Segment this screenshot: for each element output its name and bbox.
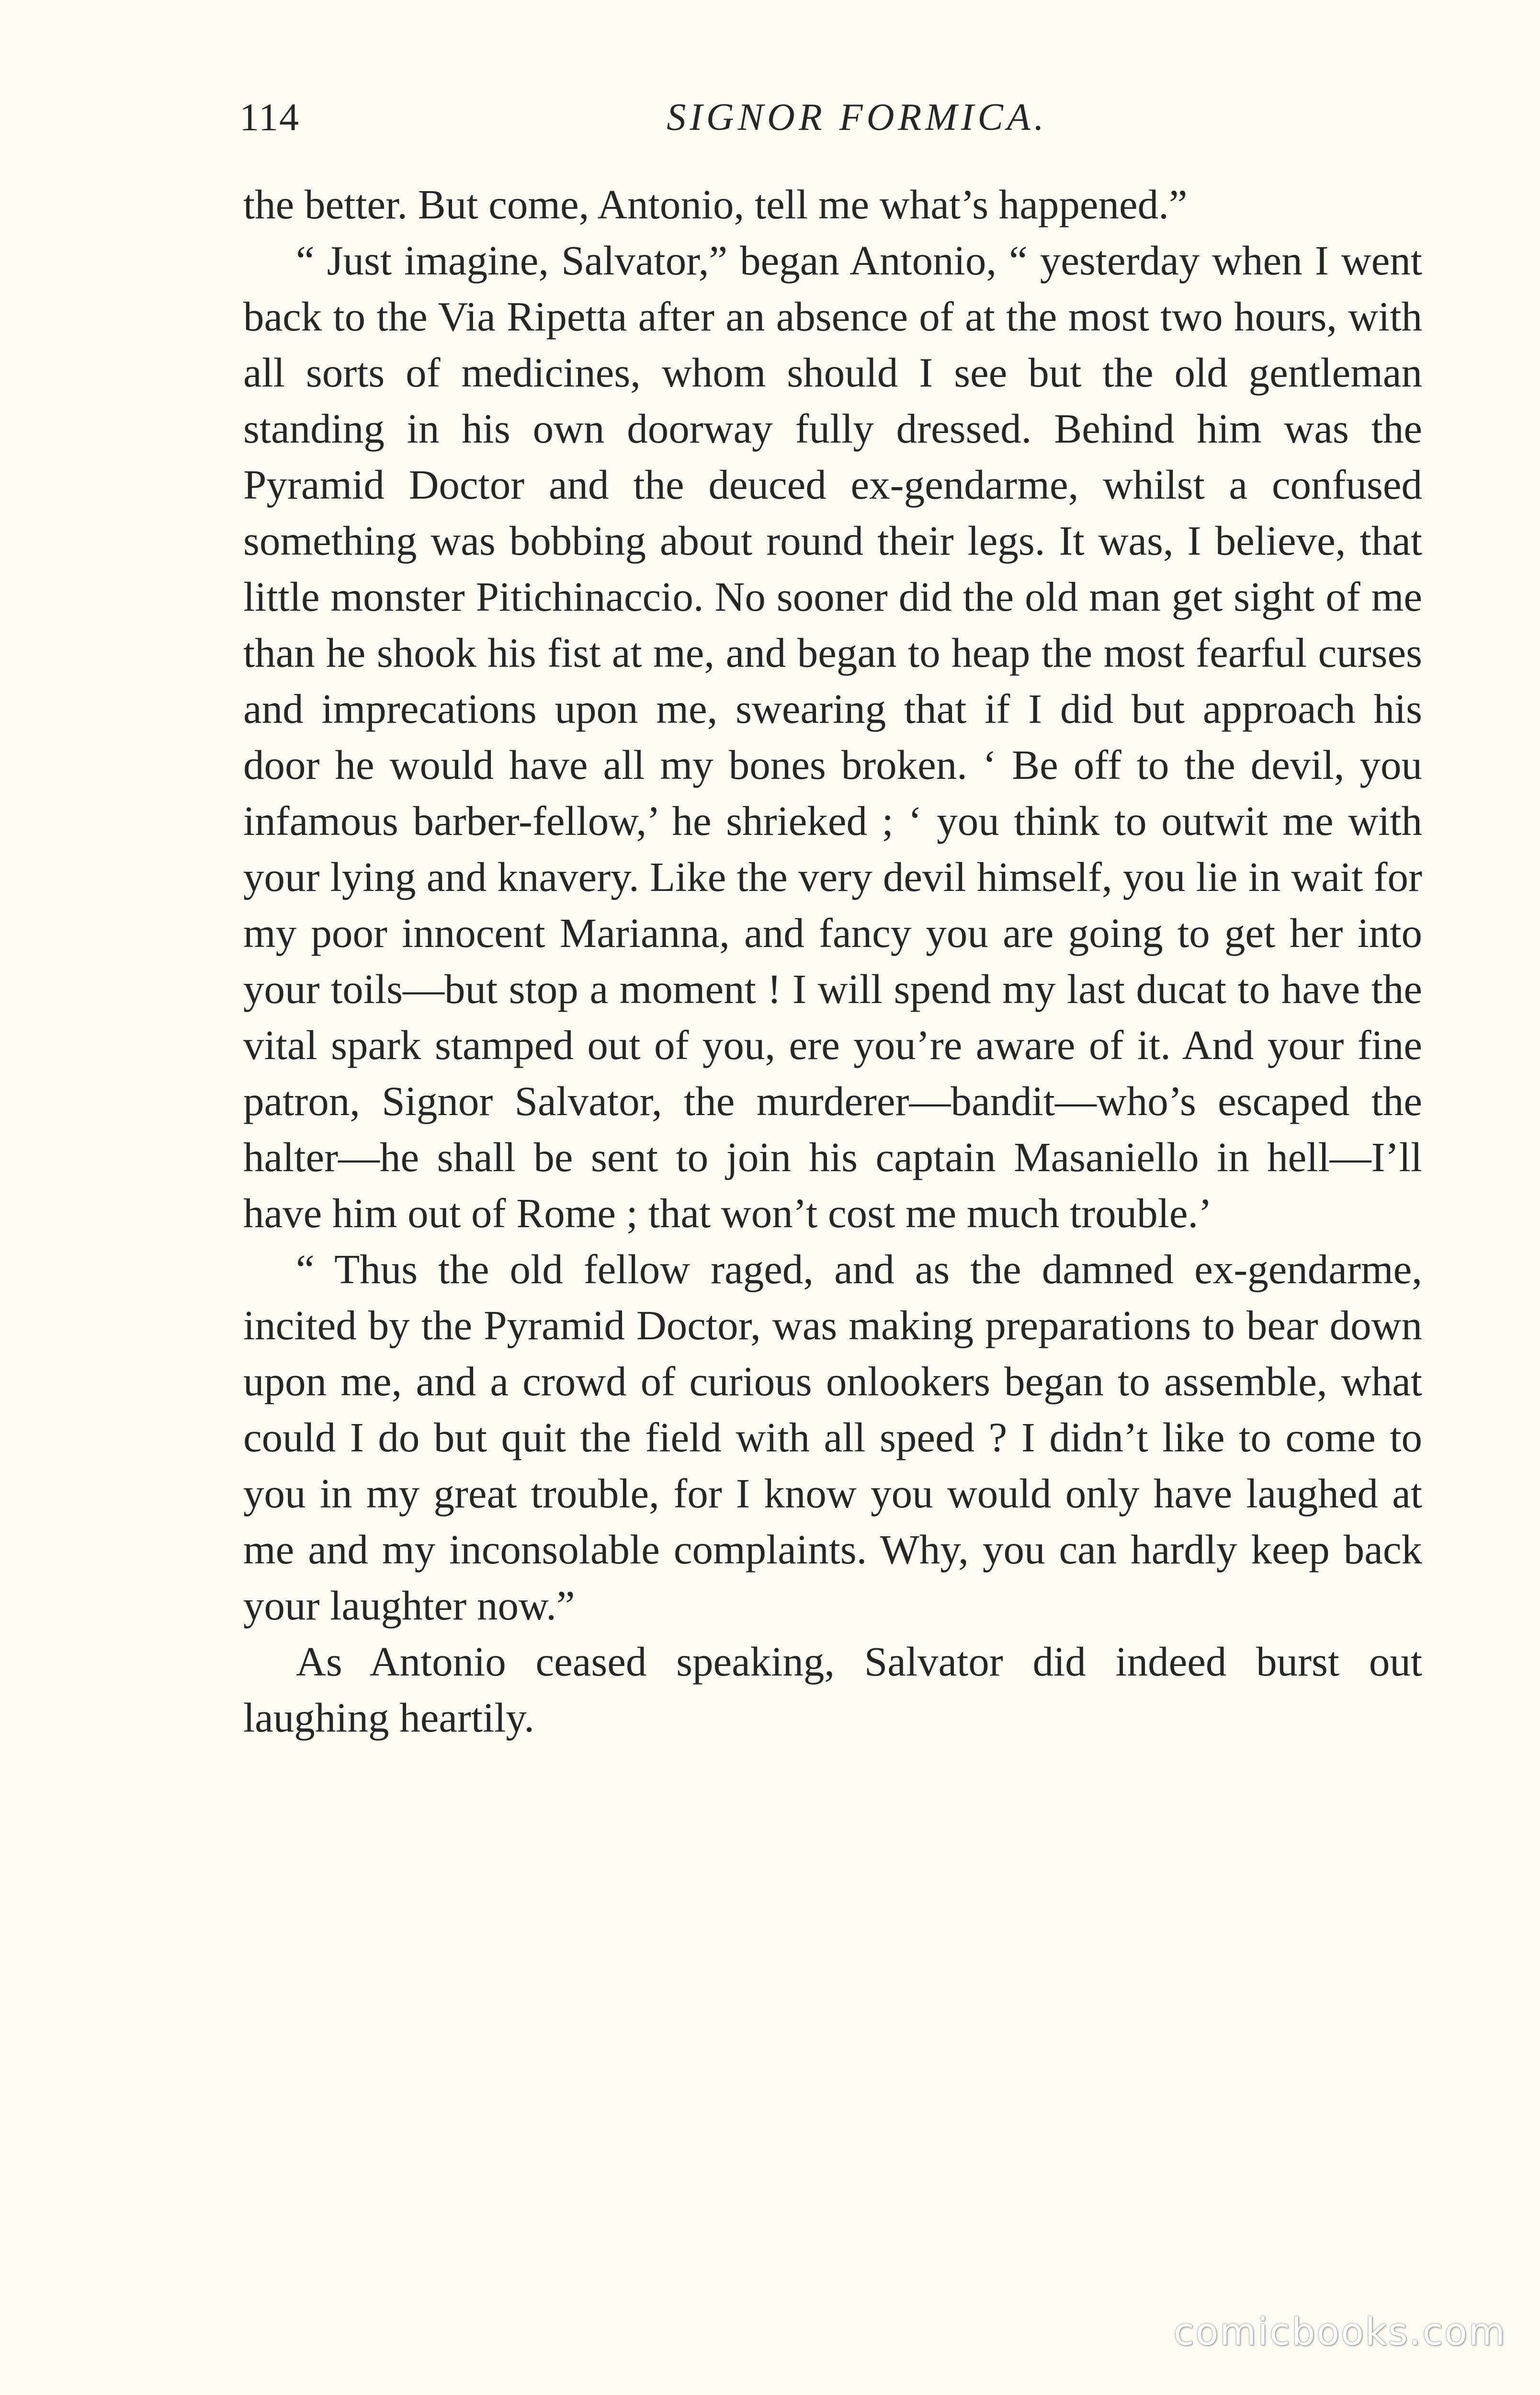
paragraph-4: As Antonio ceased speaking, Salvator did indeed burst out laughing heartily. <box>243 1638 1422 1741</box>
paragraph-2: “ Just imagine, Salvator,” began Antonio, “ yesterday when I went back to the Via Ripetta after an absence of at the most two hours, with all sorts of medicines, whom should I see but the old gentleman standing in his own doorway fully dressed. Behind him was the Pyramid Doctor and the deuced ex-gendarme, whilst a confused something was bobbing about round their legs. It was, I believe, that little monster Pitichinaccio. No sooner did the old man get sight of me than he shook his fist at me, and began to heap the most fearful curses and imprecations upon me, swearing that if I did but approach his door he would have all my bones broken. ‘ Be off to the devil, you infamous barber-fellow,’ he shrieked ; ‘ you think to outwit me with your lying and knavery. Like the very devil himself, you lie in wait for my poor innocent Marianna, and fancy you are going to get her into your toils—but stop a moment ! I will spend my last ducat to have the vital spark stamped out of you, ere you’re aware of it. And your fine patron, Signor Salvator, the murderer—bandit—who’s escaped the halter—he shall be sent to join his captain Masaniello in hell—I’ll have him out of Rome ; that won’t cost me much trouble.’ <box>243 237 1422 1236</box>
body-text <box>243 176 1422 1745</box>
running-head <box>239 91 1437 144</box>
running-title: SIGNOR FORMICA. <box>667 96 1048 138</box>
paragraph-1: the better. But come, Antonio, tell me what’s happened.” <box>243 181 1188 228</box>
page-number: 114 <box>239 95 300 139</box>
watermark: comicbooks.com <box>1173 2311 1506 2354</box>
paragraph-3: “ Thus the old fellow raged, and as the damned ex-gendarme, incited by the Pyramid Doctor, was making preparations to bear down upon me, and a crowd of curious onlookers began to assemble, what could I do but quit the field with all speed ? I didn’t like to come to you in my great trouble, for I know you would only have laughed at me and my inconsolable complaints. Why, you can hardly keep back your laughter now.” <box>243 1246 1422 1629</box>
